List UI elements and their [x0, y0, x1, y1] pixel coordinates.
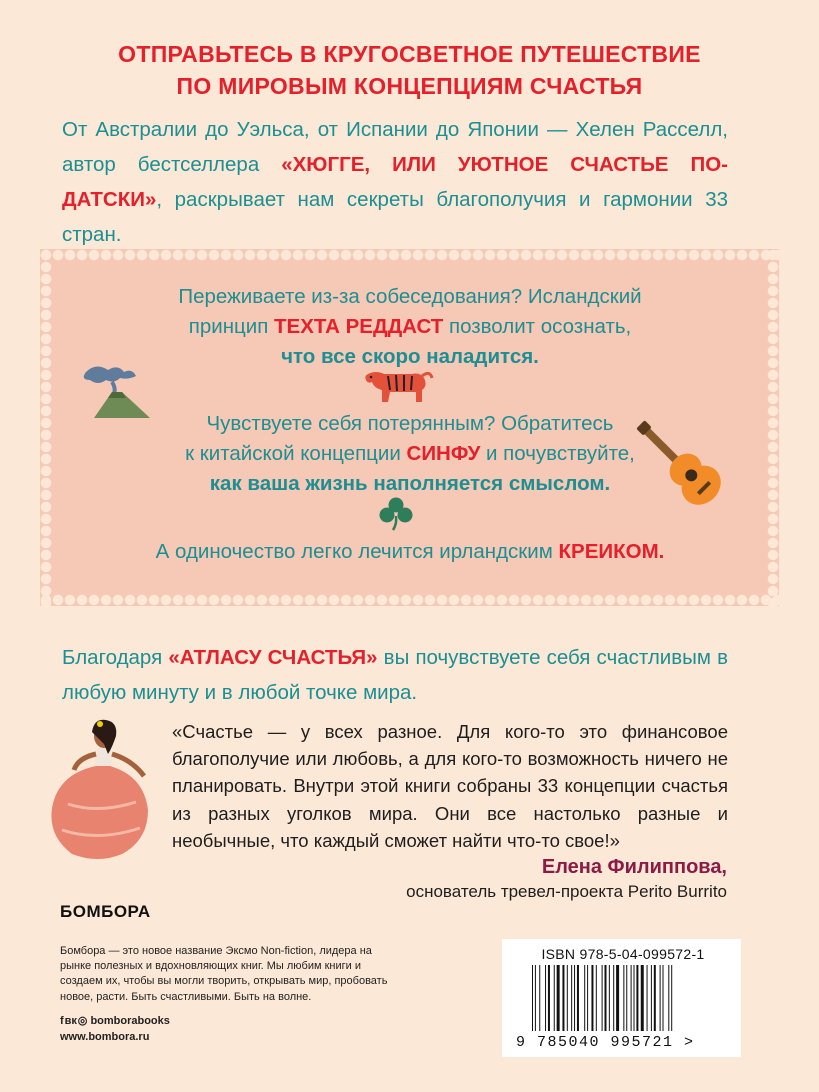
social-links: [60, 1014, 170, 1027]
publisher-description: Бомбора — это новое название Эксмо Non-fiction, лидера на рынке полезных и вдохновляющих книг. Мы любим книги и создаем их, чтобы вы могли творить, открывать мир, пробовать новое, расти. Быть счастливыми. Быть на волне.: [60, 945, 388, 1003]
publisher-website: www.bombora.ru: [60, 1031, 150, 1043]
stamp-p1-line3: что все скоро наладится.: [281, 345, 539, 368]
thanks-paragraph: [62, 640, 728, 710]
barcode-bars: [532, 965, 722, 1031]
heading: [0, 38, 819, 102]
stamp-p2-line1: Чувствуете себя потерянным? Обратитесь: [206, 412, 614, 435]
publisher-logo: БОМБОРА: [60, 902, 151, 921]
concept-tetta-reddast: ТЕХТА РЕДДАСТ: [274, 315, 444, 338]
clover-icon: [377, 496, 415, 532]
isbn-label: ISBN 978-5-04-099572-1: [541, 946, 705, 962]
stamp-p1-line2: [60, 312, 760, 342]
stamp-p1-line1: Переживаете из-за собеседования? Исландский: [178, 285, 642, 308]
concept-sinfu: СИНФУ: [406, 442, 481, 465]
thanks-text-end: вы почувствуете себя счастливым в любую минуту и в любой точке мира.: [62, 646, 728, 704]
quote-author-role: основатель тревел-проекта Perito Burrito: [406, 882, 727, 901]
intro-book-title: «ХЮГГЕ, ИЛИ УЮТНОЕ СЧАСТЬЕ ПО-ДАТСКИ»: [62, 153, 728, 211]
thanks-book-title: «АТЛАСУ СЧАСТЬЯ»: [168, 646, 378, 669]
thanks-text: Благодаря: [62, 646, 169, 669]
volcano-icon: [78, 362, 158, 420]
guitar-icon: [636, 420, 724, 508]
tiger-icon: [362, 364, 434, 404]
heading-line-1: ОТПРАВЬТЕСЬ В КРУГОСВЕТНОЕ ПУТЕШЕСТВИЕ: [118, 41, 701, 67]
stamp-paragraph-3: [60, 537, 760, 567]
stamp-p2-line2-end: и почувствуйте,: [480, 442, 635, 465]
stamp-p1-line2-text: принцип: [188, 315, 275, 338]
stamp-p3-text: А одиночество легко лечится ирландским: [155, 540, 559, 563]
stamp-p2-line2-text: к китайской концепции: [185, 442, 407, 465]
concept-kreik: КРЕИКОМ.: [558, 540, 665, 563]
social-icons: f вк ◎: [60, 1015, 88, 1027]
social-handle: bomborabooks: [90, 1015, 170, 1027]
stamp-p2-line3: как ваша жизнь наполняется смыслом.: [209, 472, 611, 495]
quote-author: Елена Филиппова,: [541, 856, 727, 878]
intro-text: От Австралии до Уэльса, от Испании до Японии — Хелен Расселл, автор бестселлера: [62, 118, 728, 176]
intro-paragraph: [62, 112, 728, 252]
testimonial-quote: «Счастье — у всех разное. Для кого-то это финансовое благополучие или любовь, а для кого-то возможность ничего не планировать. Внутри этой книги собраны 33 концепции счастья из разных уголков мира. Они все настолько разные и необычные, что каждый сможет найти что-то свое!»: [172, 721, 728, 851]
barcode-digits: 9 785040 995721 >: [516, 1034, 695, 1051]
stamp-p1-line2-end: позволит осознать,: [443, 315, 632, 338]
dancer-icon: [48, 714, 160, 864]
intro-text-end: , раскрывает нам секреты благополучия и гармонии 33 стран.: [62, 188, 728, 246]
stamp-paragraph-1: [60, 282, 760, 372]
heading-line-2: ПО МИРОВЫМ КОНЦЕПЦИЯМ СЧАСТЬЯ: [176, 73, 643, 99]
